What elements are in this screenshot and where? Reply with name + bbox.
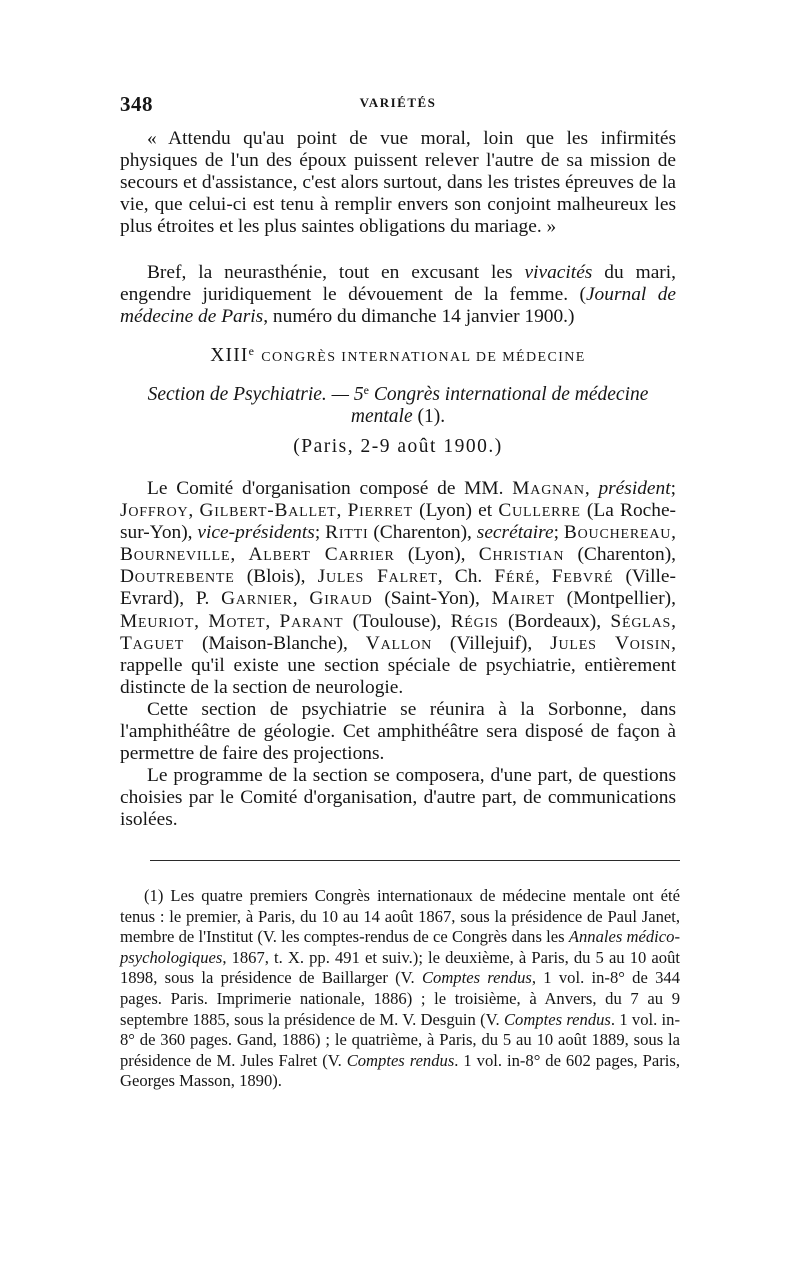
committee-paragraph <box>120 478 676 699</box>
person-name: Mairet <box>491 588 555 610</box>
text-run: Cette section de psychiatrie se réunira à la Sorbonne, dans l'amphithéâtre de géologie. Cet amphithéâtre sera disposé de façon à permettre de faire des projections. <box>120 698 676 765</box>
person-name: Jules Falret <box>317 566 438 588</box>
text-run: (Blois), <box>234 566 318 588</box>
text-run: , 1 vol. in-8° de 344 pages. Paris. Imprimerie nationale, 1886) ; le troisième, à Anvers, du 7 au 9 septembre 1885, sous la présidence de M. V. Desguin (V. <box>120 968 680 1029</box>
person-name: Parant <box>279 610 344 632</box>
person-name: Taguet <box>120 632 185 654</box>
text-run: , <box>671 522 677 544</box>
person-name: Bourneville <box>120 544 231 566</box>
quoted-judgment-paragraph <box>120 128 676 238</box>
section-subheading <box>120 379 676 428</box>
text-run: ; <box>314 522 326 544</box>
text-run: (Villejuif), <box>432 632 551 654</box>
person-name: Joffroy <box>120 500 189 522</box>
closing-text-3: , numéro du dimanche 14 janvier 1900.) <box>263 306 575 328</box>
text-run: Le programme de la section se composera, d'une part, de questions choisies par le Comité d'organisation, d'autre part, de communications isolées. <box>120 765 676 831</box>
footnote-reference: (1). <box>417 406 446 427</box>
committee-paragraphs <box>120 478 676 832</box>
congress-number: XIII <box>210 345 249 366</box>
text-run: (Lyon) et <box>412 500 499 522</box>
text-run: . 1 vol. in-8° de 360 pages. Gand, 1886) ; le quatrième, à Paris, du 5 au 10 août 1889, sous la présidence de M. Jules Falret (V. <box>120 1009 680 1070</box>
person-name: Ritti <box>325 522 369 544</box>
person-name: Gilbert-Ballet <box>199 500 337 522</box>
footnote <box>120 886 680 1092</box>
person-name: Christian <box>478 544 565 566</box>
text-run: ; <box>553 522 564 544</box>
committee-paragraph <box>120 765 676 831</box>
italic-text: Comptes rendus <box>346 1050 455 1070</box>
committee-paragraph <box>120 699 676 765</box>
person-name: Vallon <box>365 632 433 654</box>
person-name: Régis <box>450 610 499 632</box>
text-run: , <box>534 566 552 588</box>
text-run: ; <box>670 478 676 499</box>
text-run: , <box>265 610 280 632</box>
italic-text: vice-présidents <box>197 522 315 544</box>
page-number: 348 <box>120 92 153 116</box>
person-name: Albert Carrier <box>248 544 395 566</box>
journal-title: Journal de médecine de Paris <box>120 284 676 328</box>
text-run: (1) Les quatre premiers Congrès internationaux de médecine mentale ont été tenus : le premier, à Paris, du 10 au 14 août 1867, sous la présidence de Paul Janet, membre de l'Institut (V. les comptes-rendus de ce Congrès dans les <box>120 886 680 947</box>
subheading-sup: e <box>363 383 369 397</box>
text-run: (Maison-Blanche), <box>184 632 366 654</box>
text-run: (Ville-Evrard), P. <box>120 566 676 610</box>
text-run: (Bordeaux), <box>498 610 611 632</box>
person-name: Motet <box>208 610 266 632</box>
person-name: Pierret <box>347 500 413 522</box>
person-name: Doutrebente <box>120 566 235 588</box>
person-name: Bouchereau <box>563 522 672 544</box>
text-run: , Ch. <box>437 566 495 588</box>
text-run: (La Roche-sur-Yon), <box>120 500 677 544</box>
text-run: , <box>671 610 676 632</box>
text-run: . 1 vol. in-8° de 602 pages, Paris, Georges Masson, 1890). <box>120 1050 680 1091</box>
page-header <box>120 92 676 118</box>
footnote-text <box>120 886 680 1092</box>
person-name: Cullerre <box>498 500 581 522</box>
text-run: , <box>230 544 249 566</box>
text-run: , <box>188 500 200 522</box>
text-run: (Toulouse), <box>343 610 451 632</box>
text-run: , rappelle qu'il existe une section spéciale de psychiatrie, entièrement distincte de la section de neurologie. <box>120 632 676 698</box>
congress-title: CONGRÈS INTERNATIONAL DE MÉDECINE <box>261 350 586 365</box>
text-run: (Montpellier), <box>554 588 676 610</box>
subheading-text-2: Congrès international de médecine mentale <box>350 384 649 427</box>
closing-text-2: du mari, engendre juridiquement le dévouement de la femme. ( <box>120 262 676 306</box>
text-run: , <box>194 610 209 632</box>
section-heading <box>120 344 676 367</box>
person-name: Jules Voisin <box>550 632 672 654</box>
person-name: Séglas <box>610 610 672 632</box>
person-name: Giraud <box>309 588 373 610</box>
closing-text-1: Bref, la neurasthénie, tout en excusant les <box>147 262 525 283</box>
text-run: (Saint-Yon), <box>372 588 492 610</box>
footnote-separator <box>150 860 680 861</box>
person-name: Febvré <box>551 566 614 588</box>
italic-text: Annales médico-psychologiques <box>120 927 680 967</box>
quote-text: « Attendu qu'au point de vue moral, loin que les infirmités physiques de l'un des époux puissent relever l'autre de sa mission de secours et d'assistance, c'est alors surtout, dans les tristes épreuves de la vie, que celui-ci est tenu à remplir envers son conjoint malheureux les plus étroites et les plus saintes obligations du mariage. » <box>120 128 676 238</box>
text-run: Le Comité d'organisation composé de MM. <box>147 478 513 499</box>
closing-paragraph <box>120 262 676 328</box>
vivacites-emphasis: vivacités <box>524 262 593 283</box>
text-run: (Lyon), <box>394 544 479 566</box>
italic-text: secrétaire <box>476 522 554 544</box>
italic-text: Comptes rendus <box>421 968 532 988</box>
subheading-text-1: Section de Psychiatrie. — 5 <box>147 384 364 405</box>
person-name: Meuriot <box>120 610 195 632</box>
text-run: , 1867, t. X. pp. 491 et suiv.); le deuxième, à Paris, du 5 au 10 août 1898, sous la présidence de Baillarger (V. <box>120 947 680 988</box>
text-run: , <box>292 588 310 610</box>
text-run: (Charenton), <box>564 544 676 566</box>
congress-number-sup: e <box>248 344 256 358</box>
person-name: Garnier <box>221 588 293 610</box>
running-head: VARIÉTÉS <box>359 95 437 110</box>
text-run: (Charenton), <box>368 522 477 544</box>
text-run: , <box>584 478 599 499</box>
italic-text: président <box>598 478 671 499</box>
italic-text: Comptes rendus <box>503 1009 611 1029</box>
congress-date: (Paris, 2-9 août 1900.) <box>293 436 503 457</box>
person-name: Magnan <box>512 478 585 499</box>
text-run: , <box>336 500 348 522</box>
person-name: Féré <box>494 566 535 588</box>
